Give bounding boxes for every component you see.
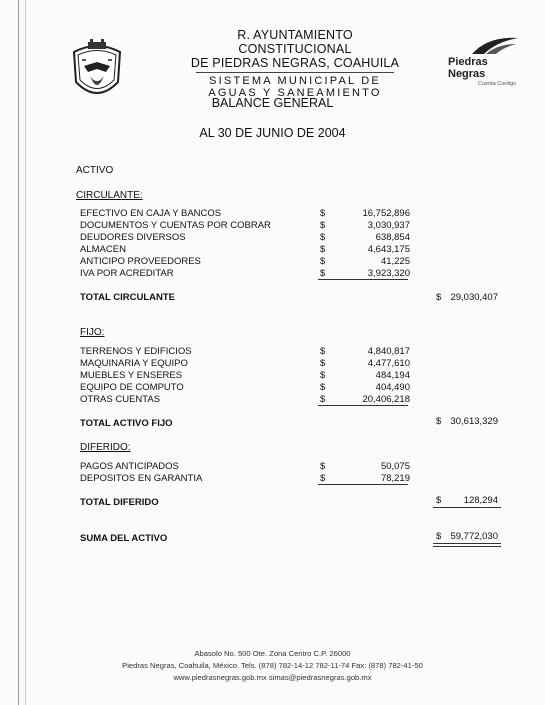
ledger-row [80, 256, 410, 267]
account-label: DEUDORES DIVERSOS [80, 232, 186, 243]
activo-heading: ACTIVO [76, 165, 114, 176]
system-name-line2: AGUAS Y SANEAMIENTO [208, 87, 382, 99]
suma-activo-amount: 59,772,030 [450, 531, 498, 542]
account-amount: 484,194 [375, 370, 410, 381]
account-amount: 638,854 [375, 232, 410, 243]
account-label: MAQUINARIA Y EQUIPO [80, 358, 188, 369]
currency-symbol: $ [436, 416, 442, 427]
account-label: DOCUMENTOS Y CUENTAS POR COBRAR [80, 220, 271, 231]
account-amount: 3,030,937 [367, 220, 410, 231]
account-amount: 16,752,896 [362, 208, 410, 219]
currency-symbol: $ [320, 370, 326, 381]
document-date: AL 30 DE JUNIO DE 2004 [199, 126, 346, 140]
letterhead [190, 28, 400, 99]
letterhead-rule [196, 72, 394, 73]
brand-logo [448, 34, 528, 87]
ledger-row [80, 346, 410, 357]
brand-tagline: Cuenta Contigo [478, 81, 517, 87]
account-amount: 41,225 [380, 256, 410, 267]
total-circulante-label: TOTAL CIRCULANTE [80, 292, 175, 303]
currency-symbol: $ [436, 292, 442, 303]
account-amount: 4,477,610 [367, 358, 410, 369]
org-name-line2: DE PIEDRAS NEGRAS, COAHUILA [190, 56, 400, 70]
account-label: TERRENOS Y EDIFICIOS [80, 346, 192, 357]
currency-symbol: $ [320, 268, 326, 279]
ledger-row [80, 268, 410, 279]
account-label: IVA POR ACREDITAR [80, 268, 174, 279]
currency-symbol: $ [320, 220, 326, 231]
ledger-row [80, 382, 410, 393]
diferido-heading: DIFERIDO: [80, 442, 131, 453]
org-name-line1: R. AYUNTAMIENTO CONSTITUCIONAL [237, 28, 353, 56]
ledger-row [80, 370, 410, 381]
footer-address: Abasolo No. 500 Ote. Zona Centro C.P. 26000 [194, 649, 351, 658]
coat-of-arms-icon [68, 38, 126, 104]
currency-symbol: $ [320, 256, 326, 267]
currency-symbol: $ [436, 531, 442, 542]
total-diferido-label: TOTAL DIFERIDO [80, 497, 159, 508]
currency-symbol: $ [320, 244, 326, 255]
account-amount: 404,490 [375, 382, 410, 393]
currency-symbol: $ [320, 358, 326, 369]
footer-web: www.piedrasnegras.gob.mx simas@piedrasnegras.gob.mx [173, 673, 372, 682]
total-diferido-amount: 128,294 [463, 495, 498, 506]
currency-symbol: $ [320, 382, 326, 393]
account-label: ALMACEN [80, 244, 126, 255]
ledger-row [80, 220, 410, 231]
ledger-row [80, 461, 410, 472]
ledger-row [80, 394, 410, 405]
account-amount: 4,840,817 [367, 346, 410, 357]
suma-activo-label: SUMA DEL ACTIVO [80, 533, 168, 544]
ledger-row [80, 473, 410, 484]
total-underline [433, 507, 501, 508]
grand-total-underline-2 [433, 546, 501, 547]
currency-symbol: $ [320, 394, 326, 405]
currency-symbol: $ [320, 461, 326, 472]
swoosh-logo-icon [470, 34, 520, 56]
account-amount: 78,219 [380, 473, 410, 484]
account-label: EFECTIVO EN CAJA Y BANCOS [80, 208, 222, 219]
ledger-row [80, 208, 410, 219]
currency-symbol: $ [436, 495, 442, 506]
account-label: EQUIPO DE COMPUTO [80, 382, 184, 393]
currency-symbol: $ [320, 346, 326, 357]
subtotal-underline [318, 279, 408, 280]
account-amount: 3,923,320 [367, 268, 410, 279]
circulante-heading: CIRCULANTE: [76, 190, 143, 201]
total-fijo-amount: 30,613,329 [450, 416, 498, 427]
fijo-heading: FIJO: [80, 327, 105, 338]
account-label: OTRAS CUENTAS [80, 394, 161, 405]
account-amount: 20,406,218 [362, 394, 410, 405]
currency-symbol: $ [320, 473, 326, 484]
account-label: PAGOS ANTICIPADOS [80, 461, 179, 472]
document-title: BALANCE GENERAL [211, 96, 334, 110]
currency-symbol: $ [320, 208, 326, 219]
total-circulante-amount: 29,030,407 [450, 292, 498, 303]
account-label: MUEBLES Y ENSERES [80, 370, 183, 381]
account-label: DEPOSITOS EN GARANTIA [80, 473, 203, 484]
account-label: ANTICIPO PROVEEDORES [80, 256, 201, 267]
brand-name: Piedras Negras [448, 56, 488, 80]
account-amount: 4,643,175 [367, 244, 410, 255]
grand-total-underline-1 [433, 543, 501, 544]
ledger-row [80, 358, 410, 369]
subtotal-underline [318, 484, 408, 485]
ledger-row [80, 244, 410, 255]
total-fijo-label: TOTAL ACTIVO FIJO [80, 418, 173, 429]
account-amount: 50,075 [380, 461, 410, 472]
footer-contact: Piedras Negras, Coahuila, México. Tels. (878) 782-14-12 782-11-74 Fax: (878) 782-41-50 [122, 661, 423, 670]
subtotal-underline [318, 405, 408, 406]
system-name-line1: SISTEMA MUNICIPAL DE [209, 75, 381, 87]
currency-symbol: $ [320, 232, 326, 243]
ledger-row [80, 232, 410, 243]
